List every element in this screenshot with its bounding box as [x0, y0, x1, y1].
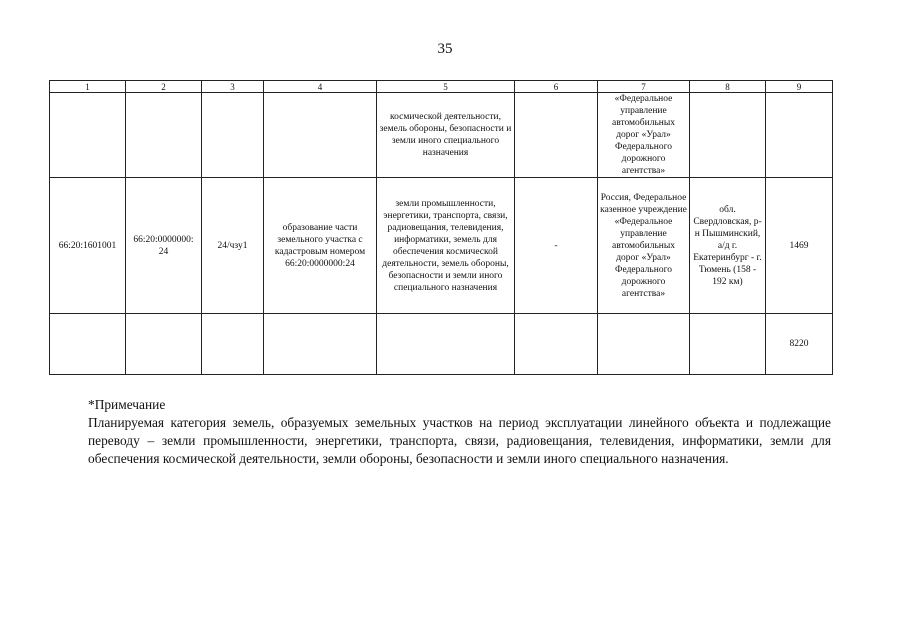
address-cell: обл. Свердловская, р-н Пышминский, а/д г. Екатеринбург - г. Тюмень (158 - 192 км)	[690, 178, 766, 314]
table-cell	[766, 93, 833, 178]
note-block	[88, 396, 831, 468]
header-row	[50, 81, 833, 93]
table-row	[50, 93, 833, 178]
note-text: Планируемая категория земель, образуемых земельных участков на период эксплуатации линейного объекта и подлежащие переводу – земли промышленности, энергетики, транспорта, связи, радиовещания, телевидения, информатики, земли для обеспечения космической деятельности, земли обороны, безопасности и земли иного специального назначения.	[88, 415, 831, 466]
column-header: 5	[377, 81, 515, 93]
table-cell	[515, 314, 598, 375]
rights-holder-cell: «Федеральное управление автомобильных дорог «Урал» Федерального дорожного агентства»	[598, 93, 690, 178]
table-cell	[515, 93, 598, 178]
column-header: 9	[766, 81, 833, 93]
quarter-number-cell: 66:20:1601001	[50, 178, 126, 314]
table-row	[50, 314, 833, 375]
table-cell	[202, 93, 264, 178]
column-header: 6	[515, 81, 598, 93]
table-cell	[50, 93, 126, 178]
table-row	[50, 178, 833, 314]
formation-method-cell: образование части земельного участка с кадастровым номером 66:20:0000000:24	[264, 178, 377, 314]
table-cell	[690, 93, 766, 178]
column-header: 3	[202, 81, 264, 93]
column-header: 4	[264, 81, 377, 93]
column-header: 1	[50, 81, 126, 93]
land-category-cell: земли промышленности, энергетики, транспорта, связи, радиовещания, телевидения, информатики, земель для обеспечения космической деятельности, земель обороны, безопасности и земли иного специального назначения	[377, 178, 515, 314]
land-category-cell: космической деятельности, земель обороны, безопасности и земли иного специального назначения	[377, 93, 515, 178]
table-cell: -	[515, 178, 598, 314]
plot-designation-cell: 24/чзу1	[202, 178, 264, 314]
land-plot-table	[49, 80, 833, 375]
area-cell: 1469	[766, 178, 833, 314]
table-cell	[126, 314, 202, 375]
total-area-cell: 8220	[766, 314, 833, 375]
column-header: 8	[690, 81, 766, 93]
note-title: *Примечание	[88, 397, 166, 412]
table-cell	[50, 314, 126, 375]
column-header: 7	[598, 81, 690, 93]
table-cell	[126, 93, 202, 178]
table-cell	[690, 314, 766, 375]
column-header: 2	[126, 81, 202, 93]
table-cell	[202, 314, 264, 375]
table-cell	[598, 314, 690, 375]
rights-holder-cell: Россия, Федеральное казенное учреждение «Федеральное управление автомобильных дорог «Урал» Федерального дорожного агентства»	[598, 178, 690, 314]
page-number: 35	[437, 41, 453, 57]
table-cell	[264, 314, 377, 375]
table-cell	[264, 93, 377, 178]
table-cell	[377, 314, 515, 375]
cadastral-number-cell: 66:20:0000000: 24	[126, 178, 202, 314]
